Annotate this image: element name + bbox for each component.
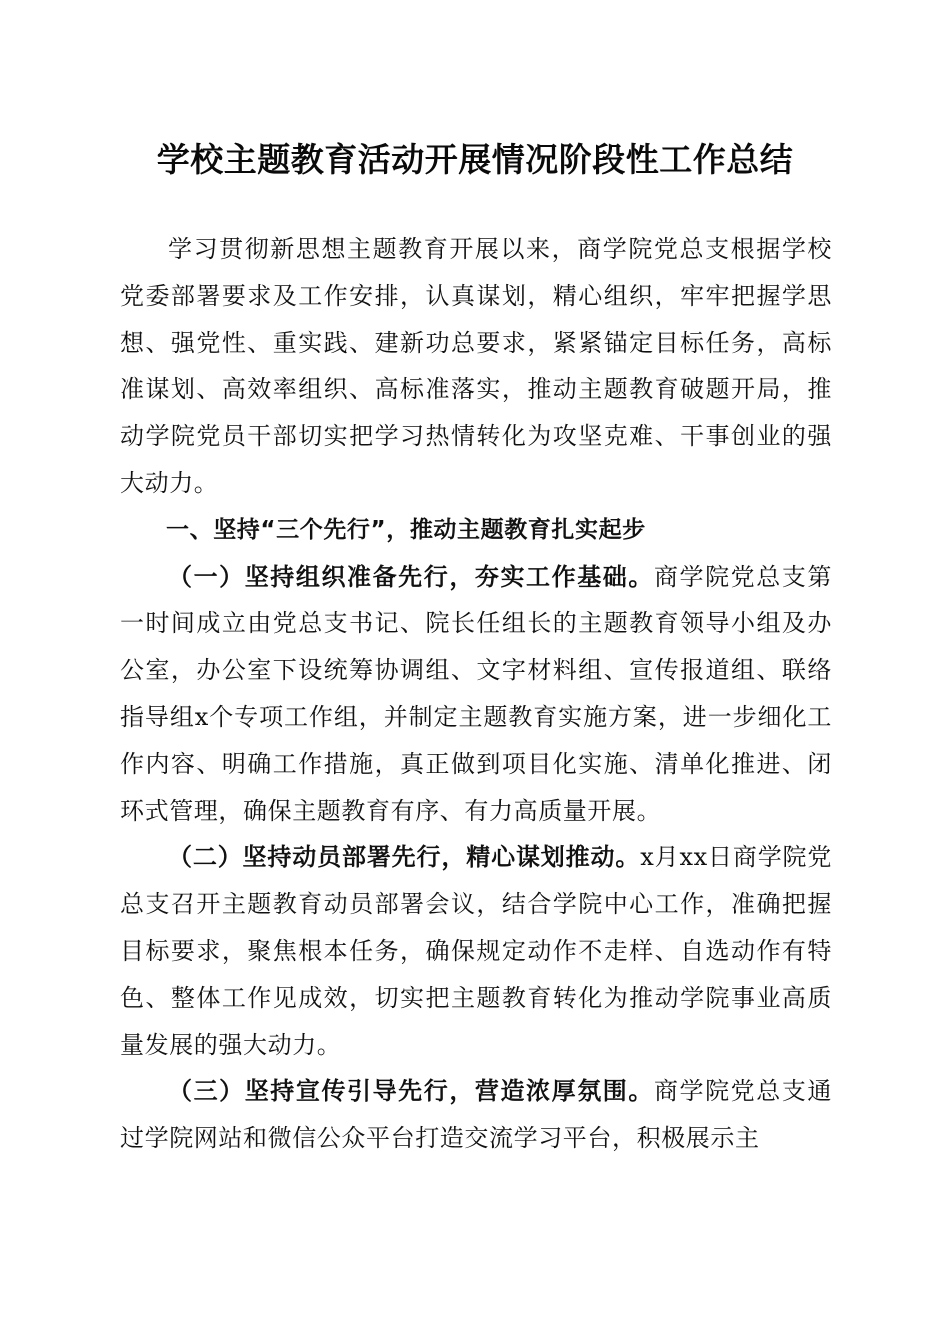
- item-text-2: x月xx日商学院党总支召开主题教育动员部署会议，结合学院中心工作，准确把握目标要求，聚焦根本任务，确保规定动作不走样、自选动作有特色、整体工作见成效，切实把主题教育转化为推动学院事业高质量发展的强大动力。: [120, 843, 832, 1059]
- item-paragraph-2: [120, 834, 832, 1068]
- item-lead-3: （三）坚持宣传引导先行，营造浓厚氛围。: [168, 1076, 654, 1106]
- document-title: 学校主题教育活动开展情况阶段性工作总结: [156, 140, 794, 179]
- item-text-1: 商学院党总支第一时间成立由党总支书记、院长任组长的主题教育领导小组及办公室，办公室下设统筹协调组、文字材料组、宣传报道组、联络指导组x个专项工作组，并制定主题教育实施方案，进一步细化工作内容、明确工作措施，真正做到项目化实施、清单化推进、闭环式管理，确保主题教育有序、有力高质量开展。: [120, 562, 832, 825]
- intro-paragraph: 学习贯彻新思想主题教育开展以来，商学院党总支根据学校党委部署要求及工作安排，认真谋划，精心组织，牢牢把握学思想、强党性、重实践、建新功总要求，紧紧锚定目标任务，高标准谋划、高效率组织、高标准落实，推动主题教育破题开局，推动学院党员干部切实把学习热情转化为攻坚克难、干事创业的强大动力。: [120, 235, 832, 497]
- item-text-3: 商学院党总支通过学院网站和微信公众平台打造交流学习平台，积极展示主: [120, 1077, 832, 1153]
- document-body: [120, 226, 832, 1162]
- item-lead-1: （一）坚持组织准备先行，夯实工作基础。: [168, 561, 654, 591]
- section-heading-1: 一、坚持“三个先行”，推动主题教育扎实起步: [166, 516, 646, 543]
- item-lead-2: （二）坚持动员部署先行，精心谋划推动。: [168, 842, 641, 872]
- item-paragraph-3: [120, 1068, 832, 1162]
- item-paragraph-1: [120, 554, 832, 835]
